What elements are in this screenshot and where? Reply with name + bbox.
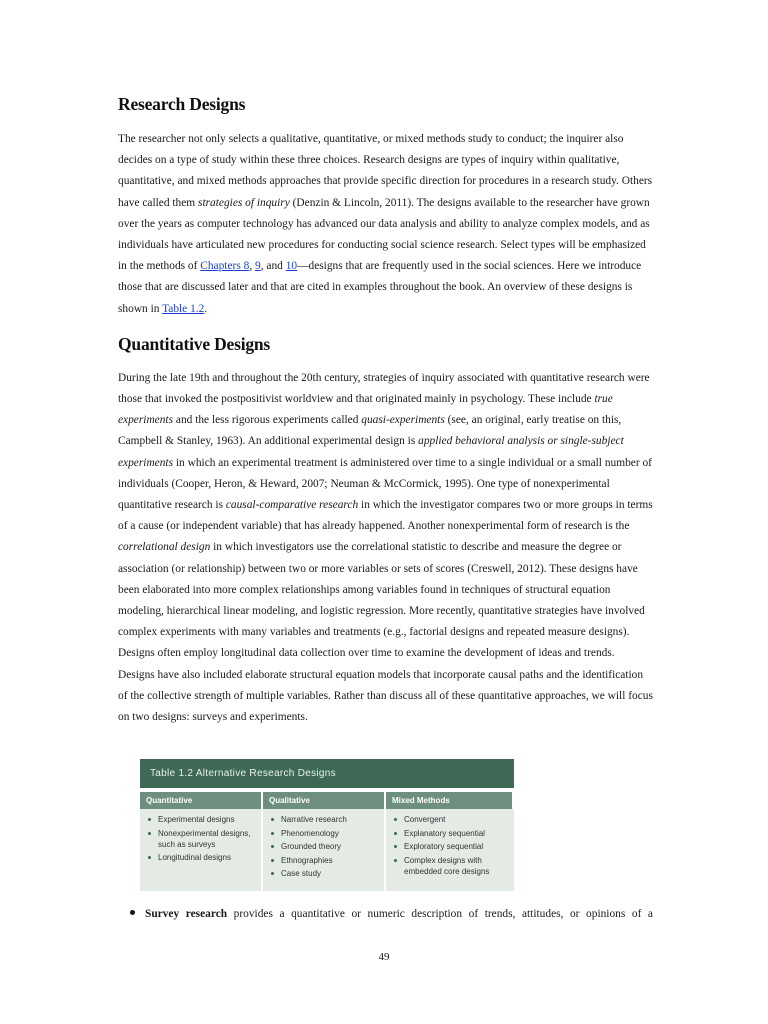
paragraph-quantitative-designs [118, 368, 653, 728]
list-item: Ethnographies [269, 855, 380, 866]
italic-term: quasi-experiments [361, 414, 445, 427]
text-run: provides a quantitative or numeric description of trends, attitudes, or opinions of a [227, 908, 653, 920]
heading-research-designs: Research Designs [118, 94, 246, 114]
list-item: Experimental designs [146, 814, 257, 825]
list-item: Convergent [392, 814, 510, 825]
list-item: Exploratory sequential [392, 841, 510, 852]
link-table-1-2[interactable]: Table 1.2 [162, 302, 205, 315]
italic-term: true experiments [118, 393, 613, 427]
table-alternative-research-designs [140, 759, 514, 891]
table-grid [140, 792, 514, 891]
bullet-survey-research [130, 906, 653, 922]
list-item: Phenomenology [269, 828, 380, 839]
list-item: Longitudinal designs [146, 852, 257, 863]
text-run: in which an experimental treatment is administered over time to a single individual or a small number of individuals (Cooper, Heron, & Heward, 2007; Neuman & McCormick, 1995). One type of nonexperimental quantitative research is [118, 456, 652, 512]
bullet-dot-icon [130, 910, 135, 915]
text-run: During the late 19th and throughout the 20th century, strategies of inquiry associated with quantitative research were those that invoked the postpositivist worldview and that originated mainly in psychology. These include [118, 371, 650, 406]
table-header-quantitative: Quantitative [140, 792, 263, 809]
text-run: The researcher not only selects a qualitative, quantitative, or mixed methods study to conduct; the inquirer also decides on a type of study within these three choices. Research designs are types of inquiry within qualitative, quantitative, and mixed methods approaches that provide specific direction for procedures in a research study. Others have called them [118, 133, 653, 209]
text-run: (see, an original, early treatise on this, Campbell & Stanley, 1963). An additional experimental design is [118, 414, 622, 448]
page-number: 49 [378, 951, 390, 963]
text-run: —designs that are frequently used in the social sciences. Here we introduce those that are discussed later and that are cited in examples throughout the book. An overview of these designs is shown in [118, 260, 642, 315]
text-run: (Denzin & Lincoln, 2011). The designs available to the researcher have grown over the years as computer technology has advanced our data analysis and ability to analyze complex models, and as individuals have articulated new procedures for conducting social science research. Select types will be emphasized in the methods of [118, 196, 650, 273]
table-header-qualitative: Qualitative [263, 792, 386, 809]
list-item: Nonexperimental designs, such as surveys [146, 828, 257, 850]
bold-term: Survey research [145, 908, 228, 920]
italic-term: correlational design [118, 541, 211, 554]
list-item: Case study [269, 868, 380, 879]
bullet-text [145, 906, 653, 922]
paragraph-research-designs [118, 129, 653, 320]
list-item: Grounded theory [269, 841, 380, 852]
text-run: in which the investigator compares two or more groups in terms of a cause (or independent variable) that has already happened. Another nonexperimental form of research is the [118, 499, 653, 533]
list-item: Complex designs with embedded core designs [392, 855, 510, 877]
text-run: . [204, 302, 208, 315]
italic-term: causal-comparative research [225, 499, 359, 512]
link-chapter-9[interactable]: 9 [255, 260, 261, 273]
page-content [118, 94, 653, 728]
italic-term: strategies of inquiry [198, 196, 290, 209]
table-header-mixed-methods: Mixed Methods [386, 792, 514, 809]
text-run: , and [260, 260, 286, 273]
link-chapters-8[interactable]: Chapters 8 [200, 260, 250, 273]
table-cell-quantitative [140, 809, 263, 891]
heading-quantitative-designs: Quantitative Designs [118, 333, 271, 354]
italic-term: applied behavioral analysis or single-subject experiments [118, 435, 624, 469]
list-item: Explanatory sequential [392, 828, 510, 839]
table-cell-qualitative [263, 809, 386, 891]
text-run: and the less rigorous experiments called [173, 414, 362, 427]
list-item: Narrative research [269, 814, 380, 825]
text-run: in which investigators use the correlational statistic to describe and measure the degree or association (or relationship) between two or more variables or sets of scores (Creswell, 2012). These designs have been elaborated into more complex relationships among variables found in techniques of structural equation modeling, hierarchical linear modeling, and logistic regression. More recently, quantitative strategies have involved complex experiments with many variables and treatments (e.g., factorial designs and repeated measure designs). Designs often employ longitudinal data collection over time to examine the development of ideas and trends. Designs have also included elaborate structural equation models that incorporate causal paths and the identification of the collective strength of multiple variables. Rather than discuss all of these quantitative approaches, we will focus on two designs: surveys and experiments. [118, 541, 653, 724]
table-cell-mixed-methods [386, 809, 514, 891]
table-title: Table 1.2 Alternative Research Designs [140, 759, 514, 788]
link-chapter-10[interactable]: 10 [285, 260, 298, 273]
text-run: , [249, 260, 256, 273]
